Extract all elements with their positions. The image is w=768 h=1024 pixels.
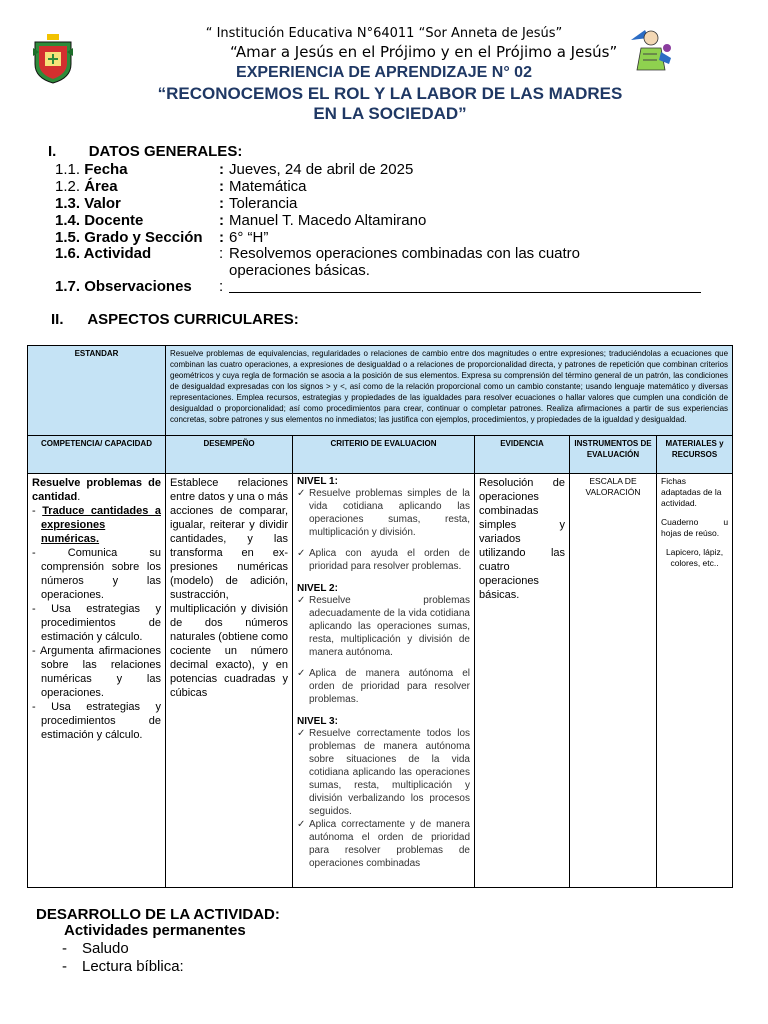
list-item: - Saludo: [62, 940, 129, 957]
row-label: Actividad: [83, 245, 152, 262]
header-materiales: MATERIALES y RECURSOS: [657, 436, 733, 474]
row-number: 1.1.: [55, 161, 81, 178]
nivel-2-heading: NIVEL 2:: [297, 583, 338, 594]
section-2-number: II.: [51, 311, 64, 328]
row-colon: :: [219, 229, 224, 246]
section-2-heading: [51, 311, 299, 328]
section-2-title: ASPECTOS CURRICULARES:: [87, 311, 299, 328]
nivel-1-heading: NIVEL 1:: [297, 476, 338, 487]
header-competencia: COMPETENCIA/ CAPACIDAD: [28, 436, 166, 474]
check-icon: ✓: [297, 548, 306, 559]
row-number: 1.3.: [55, 195, 81, 212]
table-header-row: [28, 436, 733, 474]
header-desempeno: DESEMPEÑO: [166, 436, 293, 474]
row-label: Observaciones: [84, 278, 192, 295]
check-icon: ✓: [297, 488, 306, 499]
row-label: Área: [84, 178, 118, 195]
header-criterio: CRITERIO DE EVALUACION: [293, 436, 475, 474]
criterio-item: ✓ Aplica con ayuda el orden de prioridad para resolver problemas.: [297, 548, 470, 572]
criterio-item: ✓ Aplica de manera autónoma el orden de prioridad para resolver problemas.: [297, 668, 470, 705]
row-colon: :: [219, 178, 224, 195]
experience-title: EXPERIENCIA DE APRENDIZAJE N° 02: [236, 64, 532, 81]
row-label: Valor: [84, 195, 121, 212]
instrumentos-cell: ESCALA DE VALORACIÓN: [570, 474, 657, 888]
row-colon: :: [219, 195, 224, 212]
institution-name: “ Institución Educativa N°64011 “Sor Anneta de Jesús”: [205, 26, 563, 41]
row-number: 1.5.: [55, 229, 81, 246]
row-colon: :: [219, 245, 224, 262]
material-item: Lapicero, lápiz, colores, etc..: [665, 547, 724, 568]
section-1-title: DATOS GENERALES:: [88, 143, 243, 160]
evidencia-cell: Resolución de operaciones combinadas simples y variados utilizando las cuatro operaciones básicas.: [475, 474, 570, 888]
capacidad-item: - Usa estrategias y procedimientos de estimación y cálculo.: [32, 701, 161, 741]
curriculum-table: [27, 345, 733, 888]
row-value-continued: operaciones básicas.: [229, 262, 370, 279]
nivel-3-heading: NIVEL 3:: [297, 716, 338, 727]
activity-title-line1: “RECONOCEMOS EL ROL Y LA LABOR DE LAS MADRES: [157, 84, 623, 103]
capacidad-item: - Traduce cantidades a expresiones numéricas.: [32, 505, 161, 545]
criterio-item: ✓ Resuelve problemas adecuadamente de la vida cotidiana aplicando las operaciones sumas, resta, multiplicación y división de manera autónoma.: [297, 595, 470, 658]
row-colon: :: [219, 278, 224, 295]
estandar-row: [28, 346, 733, 436]
row-value: Resolvemos operaciones combinadas con las cuatro: [229, 245, 581, 262]
criterio-cell: [293, 474, 475, 888]
content-row: [28, 474, 733, 888]
competencia-title: Resuelve problemas de cantidad.: [32, 477, 161, 503]
general-data-row-observaciones: [55, 278, 705, 296]
row-label: Docente: [84, 212, 144, 229]
row-label: Fecha: [84, 161, 128, 178]
actividades-permanentes-heading: Actividades permanentes: [64, 922, 246, 939]
header-instrumentos: INSTRUMENTOS DE EVALUACIÓN: [570, 436, 657, 474]
section-1-heading: [48, 143, 242, 160]
activity-title: [130, 84, 650, 124]
desarrollo-heading: DESARROLLO DE LA ACTIVIDAD:: [36, 906, 280, 923]
section-1-number: I.: [48, 143, 57, 160]
row-value: 6° “H”: [229, 229, 269, 246]
criterio-item: ✓ Aplica correctamente y de manera autónoma el orden de prioridad para resolver problemas de operaciones combinadas: [297, 819, 470, 869]
row-number: 1.7.: [55, 278, 81, 295]
competencia-cell: [28, 474, 166, 888]
row-number: 1.4.: [55, 212, 81, 229]
school-motto: “Amar a Jesús en el Prójimo y en el Prójimo a Jesús”: [230, 43, 618, 61]
material-item: Cuaderno u hojas de reúso.: [661, 517, 729, 538]
row-value: Manuel T. Macedo Altamirano: [229, 212, 427, 229]
criterio-item: ✓ Resuelve correctamente todos los problemas de manera autónoma sobre situaciones de la vida cotidiana aplicando las operaciones sumas, resta, multiplicación y división verbalizando los procesos seguidos.: [297, 728, 470, 817]
check-icon: ✓: [297, 819, 306, 830]
row-value: Jueves, 24 de abril de 2025: [229, 161, 414, 178]
capacidad-item: - Comunica su comprensión sobre los números y las operaciones.: [32, 547, 161, 601]
activity-title-line2: EN LA SOCIEDAD”: [313, 104, 467, 123]
list-item: - Lectura bíblica:: [62, 958, 184, 975]
check-icon: ✓: [297, 595, 306, 606]
row-label: Grado y Sección: [84, 229, 203, 246]
check-icon: ✓: [297, 728, 306, 739]
row-number: 1.6.: [55, 245, 81, 262]
capacidad-item: - Usa estrategias y procedimientos de estimación y cálculo.: [32, 603, 161, 643]
observaciones-blank-line: [229, 292, 701, 293]
check-icon: ✓: [297, 668, 306, 679]
row-colon: :: [219, 161, 224, 178]
row-colon: :: [219, 212, 224, 229]
row-value: Tolerancia: [229, 195, 298, 212]
row-value: Matemática: [229, 178, 307, 195]
header-evidencia: EVIDENCIA: [475, 436, 570, 474]
row-number: 1.2.: [55, 178, 81, 195]
estandar-label: ESTANDAR: [28, 346, 166, 436]
desempeno-cell: Establece relaciones entre datos y una o más acciones de comparar, igualar, reiterar y dividir cantidades, y las transforma en ex-presiones numéricas (modelo) de adición, sustracción, multiplicación y división de dos números naturales (obtiene como cociente un número decimal exacto), y en potencias cuadradas y cúbicas: [166, 474, 293, 888]
criterio-item: ✓ Resuelve problemas simples de la vida cotidiana aplicando las operaciones sumas, resta, multiplicación y división.: [297, 488, 470, 538]
estandar-text: Resuelve problemas de equivalencias, regularidades o relaciones de cambio entre dos magnitudes o entre expresiones; traduciéndolas a ecuaciones que combinan las cuatro operaciones, a expresiones de desigualdad o a relaciones de proporcionalidad directa, y patrones de repetición que combinan criterios geométricos y cuya regla de formación se asocia a la posición de sus elementos. Expresa su comprensión del término general de un patrón, las condiciones de desigualdad expresadas con los signos > y <, así como de la relación proporcional como un cambio constante; usando lenguaje matemático y diversas representaciones. Emplea recursos, estrategias y propiedades de las igualdades para resolver ecuaciones o hallar valores que cumplen una condición de desigualdad o proporcionalidad; así como procedimientos para crear, continuar o completar patrones. Realiza afirmaciones a partir de sus experiencias concretas, sobre patrones y sus elementos no inmediatos; las justifica con ejemplos, procedimientos, y propiedades de la igualdad y desigualdad.: [166, 346, 733, 436]
capacidad-item: - Argumenta afirmaciones sobre las relaciones numéricas y las operaciones.: [32, 645, 161, 699]
materiales-cell: [657, 474, 733, 888]
material-item: Fichas adaptadas de la actividad.: [661, 476, 722, 508]
